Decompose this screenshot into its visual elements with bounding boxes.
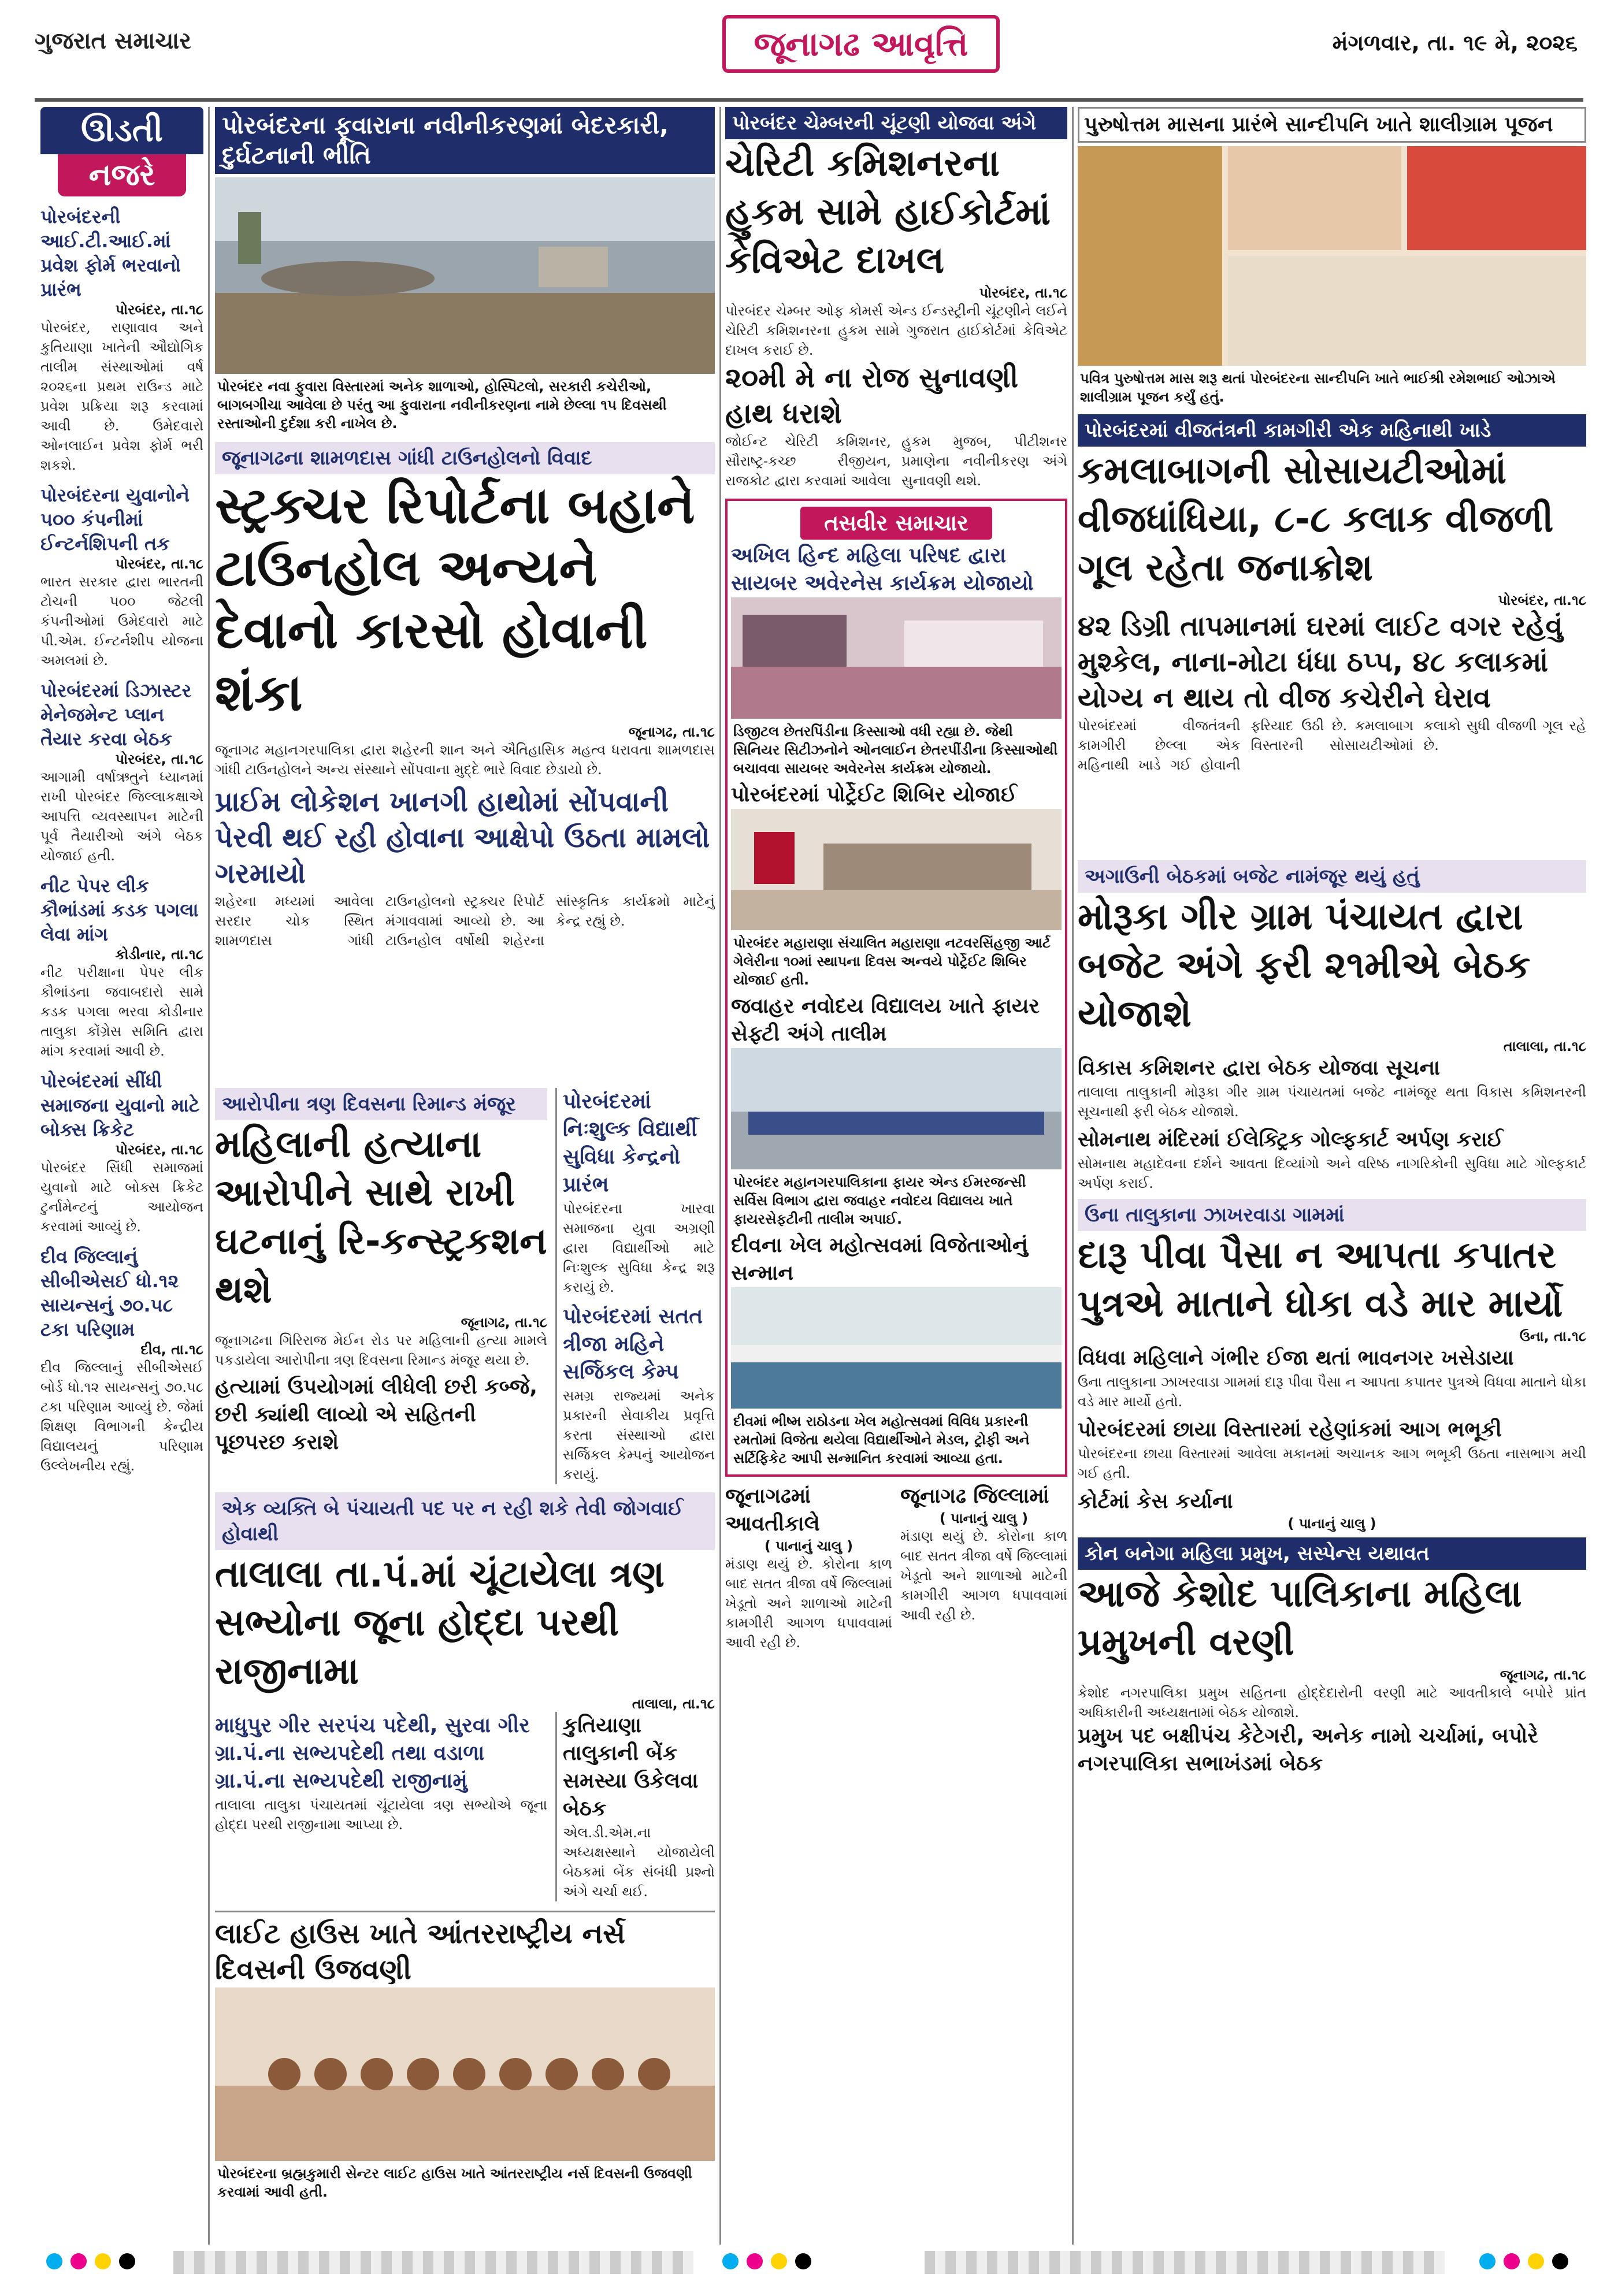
photo1-title: અખિલ હિન્દ મહિલા પરિષદ દ્વારા સાયબર અવેરનેસ કાર્યક્રમ યોજાયો <box>731 544 1034 595</box>
continued-story-2 <box>900 1483 1067 1652</box>
chamber-kicker: પોરબંદર ચેમ્બરની ચૂંટણી યોજવા અંગે <box>725 107 1067 139</box>
surgical-camp-headline: પોરબંદરમાં સતત ત્રીજા મહિને સર્જિકલ કેમ્પ <box>563 1305 703 1384</box>
brief-dateline: પોરબંદર, તા.૧૮ <box>115 751 203 767</box>
una-kicker: ઉના તાલુકાના ઝાખરવાડા ગામમાં <box>1078 1199 1586 1231</box>
photo-news-box <box>725 499 1067 1477</box>
photo2-caption: પોરબંદર મહારાણા સંચાલિત મહારાણા નટવરસિંહજી આર્ટ ગેલેરીના ૧૦માં સ્થાપના દિવસ અન્વયે પોર્ટ્રેઈટ શિબિર યોજાઈ હતી. <box>733 935 1051 988</box>
column-two <box>215 107 715 2245</box>
budget-kicker: અગાઉની બેઠકમાં બજેટ નામંજૂર થયું હતું <box>1078 860 1586 893</box>
shaligram-caption: પવિત્ર પુરુષોત્તમ માસ શરૂ થતાં પોરબંદરના સાન્દીપનિ ખાતે ભાઈશ્રી રમેશભાઈ ઓઝાએ શાલીગ્રામ પૂજન કર્યું હતું. <box>1080 370 1556 405</box>
photo3-title: જવાહર નવોદય વિદ્યાલય ખાતે ફાયર સેફ્ટી અંગે તાલીમ <box>731 994 1040 1046</box>
brief-item <box>40 483 203 670</box>
panchayat-story <box>215 1712 547 1901</box>
briefs-header-bottom: નજરે <box>58 154 186 196</box>
brief-item <box>40 205 203 475</box>
fire-text: પોરબંદરના છાયા વિસ્તારમાં આવેલા મકાનમાં અચાનક આગ ભભૂકી ઉઠતા નાસભાગ મચી ગઈ હતી. <box>1078 1446 1586 1481</box>
yellow-dot <box>771 2253 787 2269</box>
panchayat-kicker: એક વ્યક્તિ બે પંચાયતી પદ પર ન રહી શકે તેવી જોગવાઈ હોવાથી <box>215 1492 715 1550</box>
brief-dateline: કોડીનાર, તા.૧૮ <box>115 946 203 963</box>
keshod-text: કેશોદ નગરપાલિકા પ્રમુખ સહિતના હોદ્દેદારોની વરણી માટે આવતીકાલે બપોરે પ્રાંત અધિકારીની અધ્યક્ષતામાં બેઠક યોજાશે. <box>1078 1685 1586 1721</box>
photo1-image <box>731 597 1062 719</box>
photo4-caption: દીવમાં ભીષ્મ રાઠોડના ખેલ મહોત્સવમાં વિવિધ પ્રકારની રમતોમાં વિજેતા થયેલા વિદ્યાર્થીઓને મેડલ, ટ્રોફી અને સર્ટિફિકેટ આપી સન્માનિત કરવામાં આવ્યા હતા. <box>733 1413 1030 1466</box>
continued-1-title: જૂનાગઢમાં આવતીકાલે <box>725 1484 820 1536</box>
brief-headline: નીટ પેપર લીક કૌભાંડમાં કડક પગલા લેવા માંગ <box>40 875 199 945</box>
magenta-dot <box>70 2253 87 2269</box>
brief-text: નીટ પરીક્ષાના પેપર લીક કૌભાંડના જવાબદારો સામે કડક પગલા ભરવા કોડીનાર તાલુકા કોંગ્રેસ સમિતિ દ્વારા માંગ કરવામાં આવી છે. <box>40 964 203 1059</box>
townhall-kicker: જૂનાગઢના શામળદાસ ગાંધી ટાઉનહોલનો વિવાદ <box>215 442 715 474</box>
yellow-dot <box>95 2253 111 2269</box>
masthead-rule <box>35 98 1583 102</box>
brief-headline: દીવ જિલ્લાનું સીબીએસઈ ધો.૧૨ સાયન્સનું ૭૦.૫૮ ટકા પરિણામ <box>40 1246 179 1340</box>
power-subheadline: ૪૨ ડિગ્રી તાપમાનમાં ઘરમાં લાઈટ વગર રહેવું મુશ્કેલ, નાના-મોટા ધંધા ઠપ્પ, ૪૮ કલાકમાં યોગ્ય ન થાય તો વીજ કચેરીને ઘેરાવ <box>1078 610 1563 714</box>
remand-row <box>215 1088 715 1484</box>
brief-headline: પોરબંદરની આઈ.ટી.આઈ.માં પ્રવેશ ફોર્મ ભરવાનો પ્રારંભ <box>40 206 181 300</box>
power-headline: કમલાબાગની સોસાયટીઓમાં વીજધાંધિયા, ૮-૮ કલાક વીજળી ગૂલ રહેતા જનાક્રોશ <box>1078 449 1554 589</box>
remand-headline: મહિલાની હત્યાના આરોપીને સાથે રાખી ઘટનાનું રિ-કન્સ્ટ્રકશન થશે <box>215 1123 547 1312</box>
photo-news-label: તસવીર સમાચાર <box>800 507 992 540</box>
remand-kicker: આરોપીના ત્રણ દિવસના રિમાન્ડ મંજૂર <box>215 1088 547 1120</box>
column-divider <box>719 107 721 2245</box>
brief-headline: પોરબંદરમાં ડિઝાસ્ટર મેનેજમેન્ટ પ્લાન તૈયાર કરવા બેઠક <box>40 679 192 750</box>
lighthouse-headline: લાઈટ હાઉસ ખાતે આંતરરાષ્ટ્રીય નર્સ દિવસની ઉજવણી <box>215 1911 715 1987</box>
issue-date: મંગળવાર, તા. ૧૯ મે, ૨૦૨૬ <box>1332 30 1578 55</box>
brief-text: આગામી વર્ષાઋતુને ધ્યાનમાં રાખી પોરબંદર જિલ્લાકક્ષાએ આપત્તિ વ્યવસ્થાપન માટેની પૂર્વ તૈયારીઓ અંગે બેઠક યોજાઈ હતી. <box>40 769 203 864</box>
townhall-dateline: જૂનાગઢ, તા.૧૮ <box>628 724 715 740</box>
budget-text: તાલાલા તાલુકાની મોરૂકા ગીર ગ્રામ પંચાયતમાં બજેટ નામંજૂર થતા વિકાસ કમિશનરની સૂચનાથી ફરી બેઠક યોજાશે. <box>1078 1084 1586 1120</box>
column-four <box>1078 107 1586 2245</box>
color-bar <box>173 2251 693 2274</box>
budget-headline: મોરૂકા ગીર ગ્રામ પંચાયત દ્વારા બજેટ અંગે ફરી ૨૧મીએ બેઠક યોજાશે <box>1078 896 1531 1035</box>
magenta-dot <box>747 2253 763 2269</box>
black-dot <box>795 2253 811 2269</box>
fountain-banner: પોરબંદરના ફૂવારાના નવીનીકરણમાં બેદરકારી, દુર્ઘટનાની ભીતિ <box>215 107 715 174</box>
townhall-subheadline: પ્રાઈમ લોકેશન ખાનગી હાથોમાં સોંપવાની પેરવી થઈ રહી હોવાના આક્ષેપો ઉઠતા મામલો ગરમાયો <box>215 786 710 890</box>
photo4-title: દીવના ખેલ મહોત્સવમાં વિજેતાઓનું સન્માન <box>731 1234 1028 1285</box>
brief-text: ભારત સરકાર દ્વારા ભારતની ટોચની ૫૦૦ જેટલી કંપનીઓમાં ઉમેદવારો માટે પી.એમ. ઈન્ટર્નશીપ યોજના અમલમાં છે. <box>40 574 203 668</box>
cyan-dot <box>46 2253 62 2269</box>
photo4-image <box>731 1287 1062 1409</box>
free-center-text: પોરબંદરના ખારવા સમાજના યુવા અગ્રણી દ્વારા વિદ્યાર્થીઓ માટે નિઃશુલ્ક સુવિધા કેન્દ્ર શરૂ કરાયું છે. <box>563 1201 715 1295</box>
photo3-caption: પોરબંદર મહાનગરપાલિકાના ફાયર એન્ડ ઈમરજન્સી સર્વિસ વિભાગ દ્વારા જવાહર નવોદય વિદ્યાલય ખાતે ફાયરસેફટીની તાલીમ અપાઈ. <box>733 1174 1026 1227</box>
magenta-dot <box>1504 2253 1520 2269</box>
fire-headline: પોરબંદરમાં છાયા વિસ્તારમાં રહેણાંકમાં આગ ભભૂકી <box>1078 1418 1502 1441</box>
budget-subheadline: વિકાસ કમિશનર દ્વારા બેઠક યોજવા સૂચના <box>1078 1056 1440 1080</box>
budget-dateline: તાલાલા, તા.૧૮ <box>1503 1038 1586 1054</box>
chamber-headline: ચેરિટી કમિશનરના હુકમ સામે હાઈકોર્ટમાં કેવિએટ દાખલ <box>725 142 1051 282</box>
registration-dots <box>1479 2253 1618 2271</box>
continued-2-text: મંડાણ થયું છે. કોરોના કાળ બાદ સતત ત્રીજા વર્ષે જિલ્લામાં ખેડૂતો અને શાળાઓ માટેની કામગીરી આગળ ધપાવવામાં આવી રહી છે. <box>900 1528 1067 1623</box>
registration-dots <box>722 2253 896 2271</box>
remand-dateline: જૂનાગઢ, તા.૧૮ <box>461 1314 547 1331</box>
surgical-camp-text: સમગ્ર રાજ્યમાં અનેક પ્રકારની સેવાકીય પ્રવૃત્તિ કરતા સંસ્થાઓ દ્વારા સર્જિકલ કેમ્પનું આયોજન કરાયું. <box>563 1388 715 1483</box>
chamber-text: જોઈન્ટ ચેરિટી કમિશનર, સૌરાષ્ટ્ર-કચ્છ રીજીયન, રાજકોટ દ્વારા કરવામાં આવેલા હુકમ મુજબ, પીટીશનર પ્રમાણેના નવીનીકરણ અંગે સુનાવણી થશે. <box>725 433 1067 489</box>
chamber-lead: પોરબંદર ચેમ્બર ઓફ કોમર્સ એન્ડ ઈન્ડસ્ટ્રીની ચૂંટણીને લઈને ચેરિટી કમિશનરના હુકમ સામે ગુજરાત હાઈકોર્ટમાં કેવિએટ દાખલ કરાઈ છે. <box>725 303 1067 358</box>
continued-1-text: મંડાણ થયું છે. કોરોના કાળ બાદ સતત ત્રીજા વર્ષે જિલ્લામાં ખેડૂતો અને શાળાઓ માટેની કામગીરી આગળ ધપાવવામાં આવી રહી છે. <box>725 1556 892 1651</box>
brief-text: પોરબંદર, રાણાવાવ અને કુતિયાણા ખાતેની ઔદ્યોગિક તાલીમ સંસ્થાઓમાં વર્ષ ૨૦૨૬ના પ્રથમ રાઉન્ડ માટે પ્રવેશ પ્રક્રિયા શરૂ કરવામાં આવી છે. ઉમેદવારો ઓનલાઈન પ્રવેશ ફોર્મ ભરી શકશે. <box>40 319 203 473</box>
somnath-headline: સોમનાથ મંદિરમાં ઈલેક્ટ્રિક ગોલ્ફકાર્ટ અર્પણ કરાઈ <box>1078 1128 1504 1151</box>
brief-text: દીવ જિલ્લાનું સીબીએસઈ બોર્ડ ધો.૧૨ સાયન્સનું ૭૦.૫૮ ટકા પરિણામ આવ્યું છે. જેમાં શિક્ષણ વિભાગની કેન્દ્રીય વિદ્યાલયનું પરિણામ ઉલ્લેખનીય રહ્યું. <box>40 1359 203 1474</box>
keshod-dateline: જૂનાગઢ, તા.૧૮ <box>1500 1667 1586 1683</box>
brief-item <box>40 1069 203 1236</box>
remand-subheadline: હત્યામાં ઉપયોગમાં લીધેલી છરી કબ્જે, છરી ક્યાંથી લાવ્યો એ સહિતની પૂછપરછ કરાશે <box>215 1375 537 1454</box>
continued-story-1 <box>725 1483 892 1652</box>
free-center-headline: પોરબંદરમાં નિઃશુલ્ક વિદ્યાર્થી સુવિધા કેન્દ્રનો પ્રારંભ <box>563 1090 697 1197</box>
townhall-headline: સ્ટ્રક્ચર રિપોર્ટના બહાને ટાઉનહોલ અન્યને દેવાનો કારસો હોવાની શંકા <box>215 475 695 722</box>
brief-headline: પોરબંદરના યુવાનોને ૫૦૦ કંપનીમાં ઈન્ટર્નશિપની તક <box>40 484 190 555</box>
briefs-header-top: ઊડતી <box>40 107 203 154</box>
court-headline: કોર્ટમાં કેસ કર્યાના <box>1078 1489 1233 1513</box>
masthead <box>29 10 1589 80</box>
fountain-caption: પોરબંદર નવા ફુવારા વિસ્તારમાં અનેક શાળાઓ, હોસ્પિટલો, સરકારી કચેરીઓ, બાગબગીચા આવેલા છે પરંતુ આ ફુવારાના નવીનીકરણના નામે છેલ્લા ૧૫ દિવસથી રસ્તાઓની દુર્દશા કરી નાખેલ છે. <box>217 378 667 432</box>
remand-story <box>215 1088 547 1484</box>
column-divider <box>208 107 210 2245</box>
keshod-headline: આજે કેશોદ પાલિકાના મહિલા પ્રમુખની વરણી <box>1078 1573 1522 1664</box>
remand-text: જૂનાગઢના ગિરિરાજ મેઈન રોડ પર મહિલાની હત્યા મામલે પકડાયેલા આરોપીના ત્રણ દિવસના રિમાન્ડ મંજૂર થયા છે. <box>215 1332 547 1368</box>
brief-dateline: પોરબંદર, તા.૧૮ <box>115 556 203 572</box>
chamber-dateline: પોરબંદર, તા.૧૮ <box>979 285 1067 301</box>
cyan-dot <box>1479 2253 1495 2269</box>
lighthouse-caption: પોરબંદરના બ્રહ્મકુમારી સેન્ટર લાઈટ હાઉસ ખાતે આંતરરાષ્ટ્રીય નર્સ દિવસની ઉજવણી કરવામાં આવી હતી. <box>217 2165 692 2200</box>
court-label: ( પાનાનું ચાલુ ) <box>1287 1515 1376 1532</box>
una-text: ઉના તાલુકાના ઝાખરવાડા ગામમાં દારૂ પીવા પૈસા ન આપતા કપાતર પુત્રએ વિધવા માતાને ધોકા વડે માર માર્યો હતો. <box>1078 1374 1586 1410</box>
townhall-text-2: શહેરના મધ્યમાં આવેલા સરદાર ચોક સ્થિત શામળદાસ ગાંધી ટાઉનહોલનો સ્ટ્રક્ચર રિપોર્ટ મંગાવવામાં આવ્યો છે. આ ટાઉનહોલ વર્ષોથી શહેરના સાંસ્કૃતિક કાર્યક્રમો માટેનું કેન્દ્ર રહ્યું છે. <box>215 893 715 949</box>
photo2-title: પોરબંદરમાં પોર્ટ્રેઈટ શિબિર યોજાઈ <box>731 783 1017 807</box>
photo3-image <box>731 1048 1062 1169</box>
yellow-dot <box>1528 2253 1544 2269</box>
brief-dateline: પોરબંદર, તા.૧૮ <box>115 302 203 318</box>
photo1-caption: ડિજીટલ છેતરપિંડીના કિસ્સાઓ વધી રહ્યા છે. જેથી સિનિયર સિટીઝનોને ઓનલાઈન છેતરપીંડીના કિસ્સાઓથી બચાવવા સાયબર અવેરનેસ કાર્યક્રમ યોજાયો. <box>733 723 1058 777</box>
townhall-text: જૂનાગઢ મહાનગરપાલિકા દ્વારા શહેરની શાન અને ઐતિહાસિક મહત્વ ધરાવતા શામળદાસ ગાંધી ટાઉનહોલને અન્ય સંસ્થાને સોંપવાના મુદ્દે ભારે વિવાદ છેડાયો છે. <box>215 742 715 778</box>
una-subheadline: વિધવા મહિલાને ગંભીર ઈજા થતાં ભાવનગર ખસેડાયા <box>1078 1346 1514 1370</box>
brief-dateline: દીવ, તા.૧૮ <box>140 1342 203 1358</box>
power-text: પોરબંદરમાં વીજતંત્રની કામગીરી છેલ્લા એક મહિનાથી ખાડે ગઈ હોવાની ફરિયાદ ઉઠી છે. કમલાબાગ વિસ્તારની સોસાયટીઓમાં કલાકો સુધી વીજળી ગૂલ રહે છે. <box>1078 718 1586 773</box>
side-stories <box>555 1088 715 1484</box>
shaligram-title: પુરુષોત્તમ માસના પ્રારંભે સાન્દીપનિ ખાતે શાલીગ્રામ પૂજન <box>1078 107 1586 143</box>
keshod-subheadline: પ્રમુખ પદ બક્ષીપંચ કેટેગરી, અનેક નામો ચર્ચામાં, બપોરે નગરપાલિકા સભાખંડમાં બેઠક <box>1078 1724 1538 1775</box>
brief-item <box>40 678 203 865</box>
panchayat-dateline: તાલાલા, તા.૧૮ <box>632 1696 715 1712</box>
column-three <box>725 107 1067 2245</box>
panchayat-subheadline: માધુપુર ગીર સરપંચ પદેથી, સુરવા ગીર ગ્રા.પં.ના સભ્યપદેથી તથા વડાળા ગ્રા.પં.ના સભ્યપદેથી રાજીનામું <box>215 1714 530 1793</box>
brief-headline: પોરબંદરમાં સીંધી સમાજના યુવાનો માટે બોક્સ ક્રિકેટ <box>40 1070 200 1140</box>
panchayat-row <box>215 1712 715 1901</box>
brief-item <box>40 874 203 1061</box>
column-divider <box>1072 107 1074 2245</box>
somnath-text: સોમનાથ મહાદેવના દર્શને આવતા દિવ્યાંગો અને વરિષ્ઠ નાગરિકોની સુવિધા માટે ગોલ્ફકાર્ટ અર્પણ કરાઈ. <box>1078 1156 1586 1191</box>
continued-2-title: જૂનાગઢ જિલ્લામાં <box>900 1484 1049 1508</box>
brief-text: પોરબંદર સિંધી સમાજમાં યુવાનો માટે બોક્સ ક્રિકેટ ટુર્નામેન્ટનું આયોજન કરવામાં આવ્યું છે. <box>40 1160 203 1235</box>
power-dateline: પોરબંદર, તા.૧૮ <box>1498 592 1586 608</box>
fountain-photo <box>215 177 715 374</box>
shaligram-photo <box>1078 146 1586 366</box>
keshod-kicker: કોન બનેગા મહિલા પ્રમુખ, સસ્પેન્સ યથાવત <box>1078 1537 1586 1570</box>
black-dot <box>1552 2253 1568 2269</box>
briefs-column <box>40 107 203 2245</box>
bank-story <box>555 1712 715 1901</box>
brief-item <box>40 1244 203 1476</box>
color-bar <box>925 2251 1445 2274</box>
edition-title: જૂનાગઢ આવૃત્તિ <box>722 15 1000 73</box>
continued-1-label: ( પાનાનું ચાલુ ) <box>764 1538 853 1554</box>
bank-headline: કુતિયાણા તાલુકાની બેંક સમસ્યા ઉકેલવા બેઠક <box>563 1714 699 1821</box>
una-headline: દારૂ પીવા પૈસા ન આપતા કપાતર પુત્રએ માતાને ધોકા વડે માર માર્યો <box>1078 1234 1563 1325</box>
lighthouse-photo <box>215 1987 715 2161</box>
paper-name: ગુજરાત સમાચાર <box>35 28 191 54</box>
photo2-image <box>731 809 1062 930</box>
panchayat-headline: તાલાલા તા.પં.માં ચૂંટાયેલા ત્રણ સભ્યોના જૂના હોદ્દા પરથી રાજીનામા <box>215 1553 665 1693</box>
chamber-subheadline: ૨૦મી મે ના રોજ સુનાવણી હાથ ધરાશે <box>725 362 1019 430</box>
continued-2-label: ( પાનાનું ચાલુ ) <box>939 1510 1029 1526</box>
continued-row <box>725 1483 1067 1652</box>
power-kicker: પોરબંદરમાં વીજતંત્રની કામગીરી એક મહિનાથી ખાડે <box>1078 414 1586 447</box>
panchayat-text: તાલાલા તાલુકા પંચાયતમાં ચૂંટાયેલા ત્રણ સભ્યોએ જૂના હોદ્દા પરથી રાજીનામા આપ્યા છે. <box>215 1797 547 1833</box>
brief-dateline: પોરબંદર, તા.૧૮ <box>115 1142 203 1158</box>
una-dateline: ઉના, તા.૧૮ <box>1519 1328 1586 1344</box>
cyan-dot <box>722 2253 739 2269</box>
bank-text: એલ.ડી.એમ.ના અધ્યક્ષસ્થાને યોજાયેલી બેઠકમાં બેંક સંબંધી પ્રશ્નો અંગે ચર્ચા થઈ. <box>563 1825 715 1900</box>
black-dot <box>119 2253 135 2269</box>
